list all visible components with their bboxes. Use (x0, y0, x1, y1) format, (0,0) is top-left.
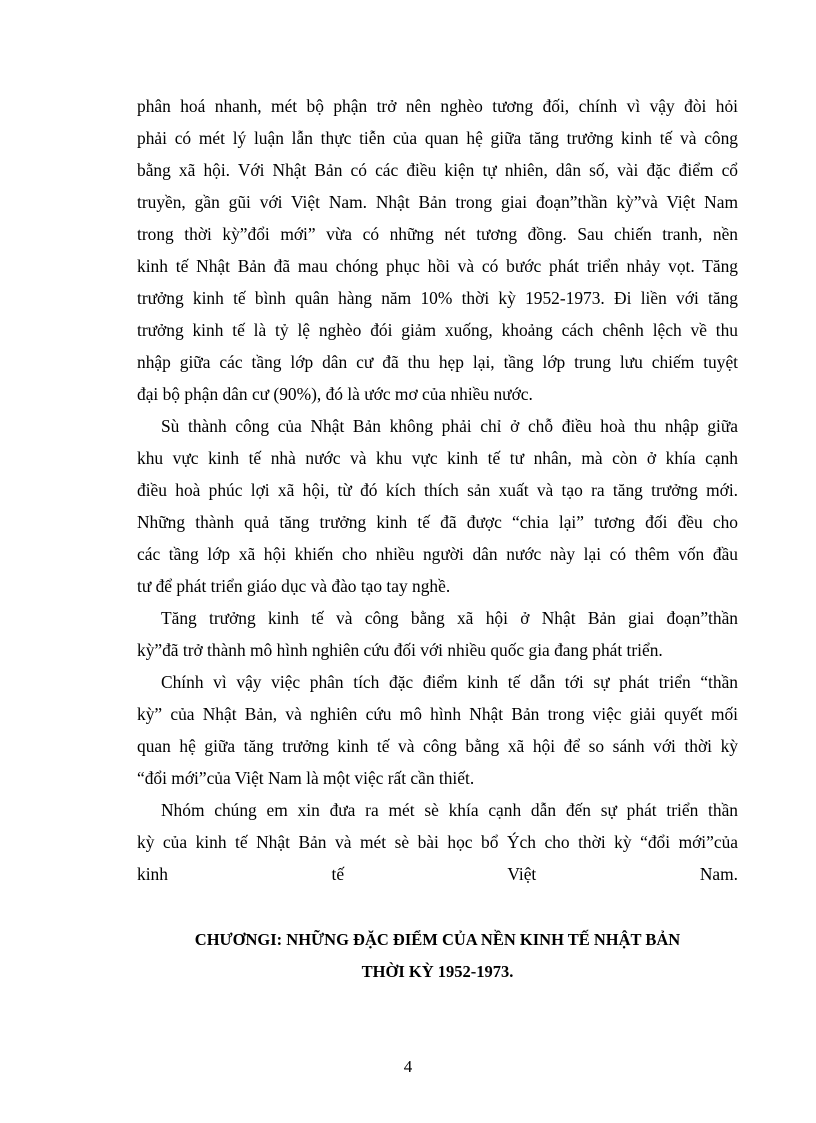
text-line: tư để phát triển giáo dục và đào tạo tay nghề. (137, 576, 451, 596)
text-line: kinh tế Nhật Bản đã mau chóng phục hồi và có bước phát triển nhảy vọt. Tăng (137, 256, 738, 276)
text-line: Những thành quả tăng trưởng kinh tế đã được “chia lại” tương đối đều cho (137, 512, 738, 532)
text-line: phân hoá nhanh, mét bộ phận trở nên nghèo tương đối, chính vì vậy đòi hỏi (137, 96, 738, 116)
paragraph (137, 666, 738, 794)
chapter-heading (137, 924, 738, 988)
text-line: Tăng trưởng kinh tế và công bằng xã hội ở Nhật Bản giai đoạn”thần (161, 608, 738, 628)
text-line: kỳ của kinh tế Nhật Bản và mét sè bài học bổ Ých cho thời kỳ “đổi mới”của (137, 832, 738, 852)
paragraph (137, 410, 738, 602)
text-line: phải có mét lý luận lẫn thực tiễn của quan hệ giữa tăng trưởng kinh tế và công (137, 128, 738, 148)
text-line: Nhóm chúng em xin đưa ra mét sè khía cạnh dẫn đến sự phát triển thần (161, 800, 738, 820)
paragraph (137, 602, 738, 666)
page-number: 4 (403, 1057, 413, 1076)
text-line: khu vực kinh tế nhà nước và khu vực kinh tế tư nhân, mà còn ở khía cạnh (137, 448, 738, 468)
paragraph (137, 794, 738, 890)
text-line: kinh tế Việt Nam. (137, 864, 738, 884)
text-line: nhập giữa các tầng lớp dân cư đã thu hẹp lại, tầng lớp trung lưu chiếm tuyệt (137, 352, 738, 372)
text-line: các tầng lớp xã hội khiến cho nhiều người dân nước này lại có thêm vốn đầu (137, 544, 738, 564)
chapter-heading-line-2: THỜI KỲ 1952-1973. (361, 962, 514, 981)
text-line: trưởng kinh tế bình quân hàng năm 10% thời kỳ 1952-1973. Đi liền với tăng (137, 288, 738, 308)
text-line: điều hoà phúc lợi xã hội, từ đó kích thích sản xuất và tạo ra tăng trưởng mới. (137, 480, 738, 500)
text-line: truyền, gần gũi với Việt Nam. Nhật Bản trong giai đoạn”thần kỳ”và Việt Nam (137, 192, 738, 212)
text-line: Chính vì vậy việc phân tích đặc điểm kinh tế dẫn tới sự phát triển “thần (161, 672, 738, 692)
body-text (137, 90, 738, 890)
text-line: trong thời kỳ”đổi mới” vừa có những nét tương đồng. Sau chiến tranh, nền (137, 224, 738, 244)
chapter-heading-line-1: CHƯƠNGI: NHỮNG ĐẶC ĐIỂM CỦA NỀN KINH TẾ NHẬT BẢN (194, 930, 681, 949)
text-line: đại bộ phận dân cư (90%), đó là ước mơ của nhiều nước. (137, 384, 533, 404)
text-line: kỳ” của Nhật Bản, và nghiên cứu mô hình Nhật Bản trong việc giải quyết mối (137, 704, 738, 724)
text-line: quan hệ giữa tăng trưởng kinh tế và công bằng xã hội để so sánh với thời kỳ (137, 736, 738, 756)
text-line: kỳ”đã trở thành mô hình nghiên cứu đối với nhiều quốc gia đang phát triển. (137, 640, 663, 660)
text-line: bằng xã hội. Với Nhật Bản có các điều kiện tự nhiên, dân số, vài đặc điểm cổ (137, 160, 738, 180)
text-line: Sù thành công của Nhật Bản không phải chỉ ở chỗ điều hoà thu nhập giữa (161, 416, 738, 436)
paragraph (137, 90, 738, 410)
text-line: trưởng kinh tế là tỷ lệ nghèo đói giảm xuống, khoảng cách chênh lệch về thu (137, 320, 738, 340)
text-line: “đổi mới”của Việt Nam là một việc rất cần thiết. (137, 768, 475, 788)
